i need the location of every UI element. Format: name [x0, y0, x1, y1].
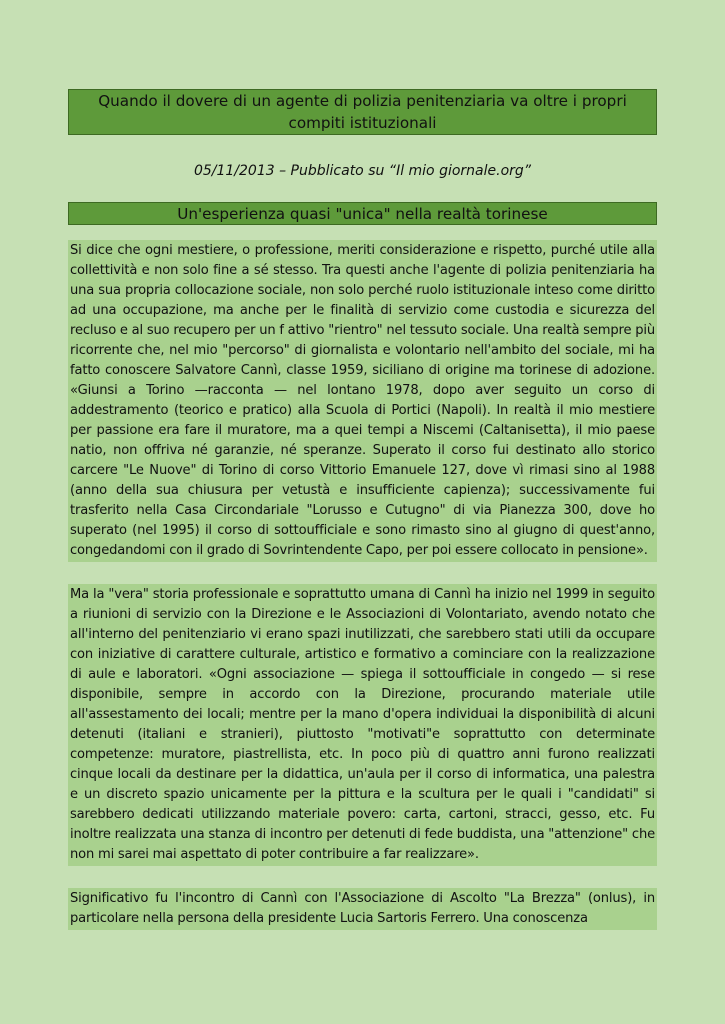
article-subtitle-banner [68, 202, 657, 225]
article-body [68, 240, 657, 930]
paragraph-3: Significativo fu l'incontro di Cannì con l'Associazione di Ascolto "La Brezza" (onlus), in particolare nella persona della presidente Lucia Sartoris Ferrero. Una conoscenza [68, 888, 657, 930]
article-byline: 05/11/2013 – Pubblicato su “Il mio giornale.org” [193, 163, 532, 179]
paragraph-2: Ma la "vera" storia professionale e soprattutto umana di Cannì ha inizio nel 1999 in seguito a riunioni di servizio con la Direzione e le Associazioni di Volontariato, avendo notato che all'interno del penitenziario vi erano spazi inutilizzati, che sarebbero stati utili da occupare con iniziative di carattere culturale, artistico e formativo a cominciare con la realizzazione di aule e laboratori. «Ogni associazione — spiega il sottoufficiale in congedo — si rese disponibile, sempre in accordo con la Direzione, procurando materiale utile all'assestamento dei locali; mentre per la mano d'opera individuai la disponibilità di alcuni detenuti (italiani e stranieri), piuttosto "motivati"e soprattutto con determinate competenze: muratore, piastrellista, etc. In poco più di quattro anni furono realizzati cinque locali da destinare per la didattica, un'aula per il corso di informatica, una palestra e un discreto spazio unicamente per la pittura e la scultura per le quali i "candidati" si sarebbero dedicati utilizzando materiale povero: carta, cartoni, stracci, gesso, etc. Fu inoltre realizzata una stanza di incontro per detenuti di fede buddista, una "attenzione" che non mi sarei mai aspettato di poter contribuire a far realizzare». [68, 584, 657, 866]
article-title-banner [68, 89, 657, 135]
article-subtitle: Un'esperienza quasi "unica" nella realtà torinese [177, 204, 548, 223]
paragraph-1: Si dice che ogni mestiere, o professione, meriti considerazione e rispetto, purché utile alla collettività e non solo fine a sé stesso. Tra questi anche l'agente di polizia penitenziaria ha una sua propria collocazione sociale, non solo perché ruolo istituzionale inteso come diritto ad una occupazione, ma anche per le finalità di servizio come custodia e sicurezza del recluso e al suo recupero per un f attivo "rientro" nel tessuto sociale. Una realtà sempre più ricorrente che, nel mio "percorso" di giornalista e volontario nell'ambito del sociale, mi ha fatto conoscere Salvatore Cannì, classe 1959, siciliano di origine ma torinese di adozione. «Giunsi a Torino —racconta — nel lontano 1978, dopo aver seguito un corso di addestramento (teorico e pratico) alla Scuola di Portici (Napoli). In realtà il mio mestiere per passione era fare il muratore, ma a quei tempi a Niscemi (Caltanisetta), il mio paese natio, non offriva né garanzie, né speranze. Superato il corso fui destinato allo storico carcere "Le Nuove" di Torino di corso Vittorio Emanuele 127, dove vì rimasi sino al 1988 (anno della sua chiusura per vetustà e insufficiente capienza); successivamente fui trasferito nella Casa Circondariale "Lorusso e Cutugno" di via Pianezza 300, dove ho superato (nel 1995) il corso di sottoufficiale e sono rimasto sino al giugno di quest'anno, congedandomi con il grado di Sovrintendente Capo, per poi essere collocato in pensione». [68, 240, 657, 562]
article-title: Quando il dovere di un agente di polizia penitenziaria va oltre i propri compiti istituzionali [98, 92, 627, 132]
